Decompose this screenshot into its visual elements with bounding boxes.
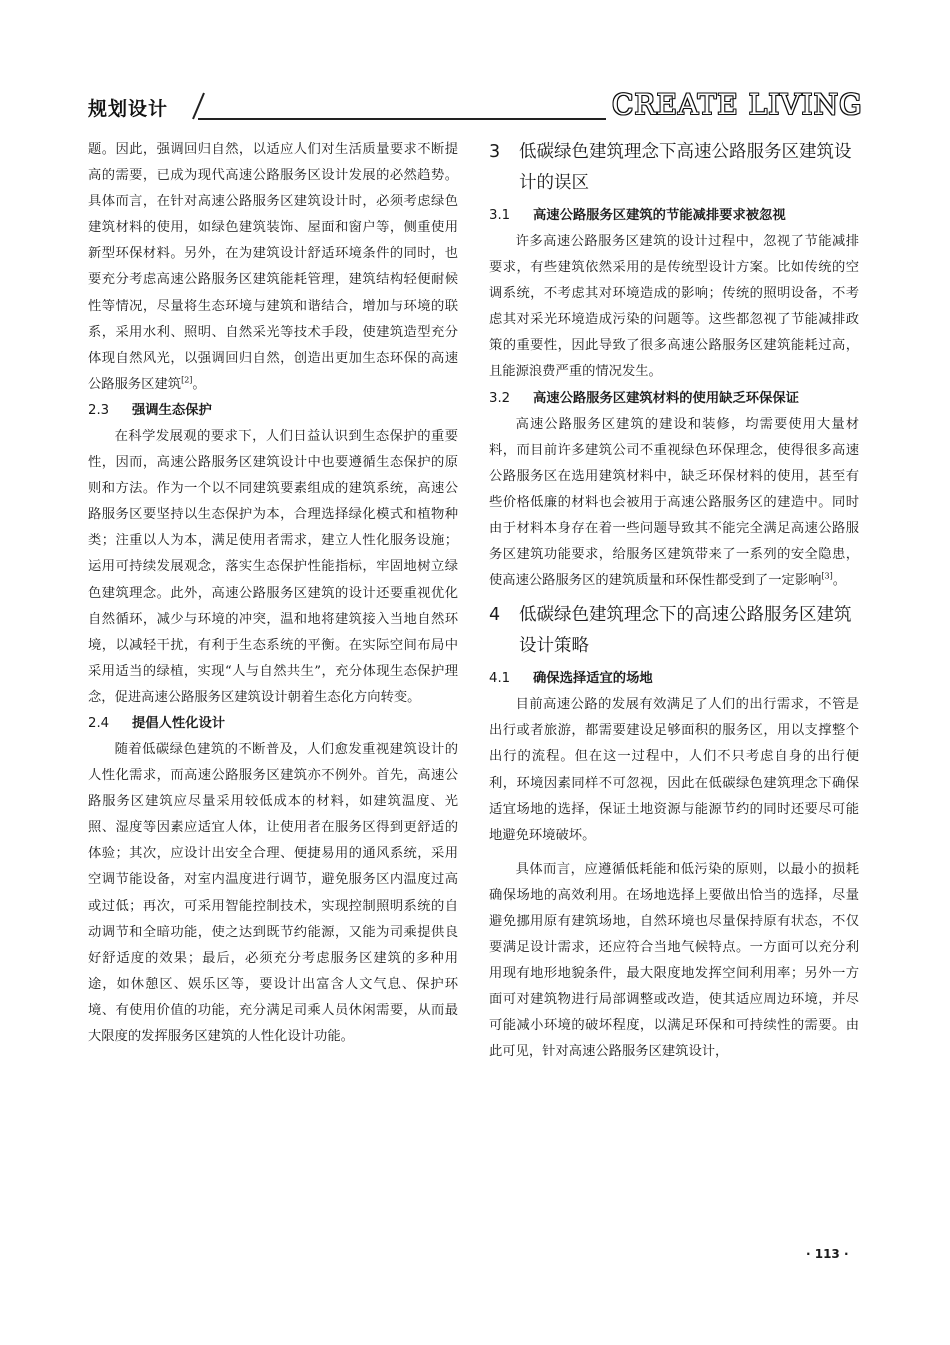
paragraph: 具体而言，应遵循低耗能和低污染的原则，以最小的损耗确保场地的高效利用。在场地选择上要做出恰当的选择，尽量避免挪用原有建筑场地，自然环境也尽量保持原有状态，不仅要满足设计需求，还应符合当地气候特点。一方面可以充分利用现有地形地貌条件，最大限度地发挥空间利用率；另外一方面可对建筑物进行局部调整或改造，使其适应周边环境，并尽可能减小环境的破坏程度，以满足环保和可持续性的需要。由此可见，针对高速公路服务区建筑设计， [489,861,859,1060]
section-number: 4.1 [489,671,511,687]
citation: [2] [181,375,193,385]
section-title: 提倡人性化设计 [132,715,226,731]
paragraph-text: 高速公路服务区建筑的建设和装修，均需要使用大量材料，而目前许多建筑公司不重视绿色环保理念，使得很多高速公路服务区在选用建筑材料中，缺乏环保材料的使用，甚至有些价格低廉的材料也会被用于高速公路服务区的建造中。同时由于材料本身存在着一些问题导致其不能完全满足高速公路服务区建筑功能要求，给服务区建筑带来了一系列的安全隐患，使高速公路服务区的建筑质量和环保性都受到了一定影响 [489,416,859,589]
paragraph: 随着低碳绿色建筑的不断普及，人们愈发重视建筑设计的人性化需求，而高速公路服务区建筑亦不例外。首先，高速公路服务区建筑应尽量采用较低成本的材料，如建筑温度、光照、湿度等因素应适宜人体，让使用者在服务区得到更舒适的体验；其次，应设计出安全合理、便捷易用的通风系统，采用空调节能设备，对室内温度进行调节，避免服务区内温度过高或过低；再次，可采用智能控制技术，实现控制照明系统的自动调节和全暗功能，使之达到既节约能源，又能为司乘提供良好舒适度的效果；最后，必须充分考虑服务区建筑的多种用途，如休憩区、娱乐区等，要设计出富含人文气息、保护环境、有使用价值的功能，充分满足司乘人员休闲需要，从而最大限度的发挥服务区建筑的人性化设计功能。 [88,741,458,1044]
paragraph: 在科学发展观的要求下，人们日益认识到生态保护的重要性，因而，高速公路服务区建筑设计中也要遵循生态保护的原则和方法。作为一个以不同建筑要素组成的建筑系统，高速公路服务区要坚持以生态保护为本，合理选择绿化模式和植物种类；注重以人为本，满足使用者需求，建立人性化服务设施；运用可持续发展观念，落实生态保护性能指标，牢固地树立绿色建筑理念。此外，高速公路服务区建筑的设计还要重视优化自然循环，减少与环境的冲突，温和地将建筑接入当地自然环境，以减轻干扰，有利于生态系统的平衡。在实际空间布局中采用适当的绿植，实现“人与自然共生”，充分体现生态保护理念，促进高速公路服务区建筑设计朝着生态化方向转变。 [88,428,458,705]
paragraph-end: 。 [832,573,847,589]
section-heading-3 [489,137,859,199]
section-number: 3.1 [489,208,511,223]
section-heading-4-1 [489,666,859,692]
section-title: 确保选择适宜的场地 [533,671,653,687]
section-number: 2.4 [88,715,110,731]
paragraph-text: 题。因此，强调回归自然，以适应人们对生活质量要求不断提高的需要，已成为现代高速公路服务区设计发展的必然趋势。具体而言，在针对高速公路服务区建筑设计时，必须考虑绿色建筑材料的使用，如绿色建筑装饰、屋面和窗户等，侧重使用新型环保材料。另外，在为建筑设计舒适环境条件的同时，也要充分考虑高速公路服务区建筑能耗管理，建筑结构轻便耐候性等情况，尽量将生态环境与建筑和谐结合，增加与环境的联系，采用水利、照明、自然采光等技术手段，使建筑造型充分体现自然风光，以强调回归自然，创造出更加生态环保的高速公路服务区建筑 [88,142,458,392]
right-column [489,137,859,1066]
section-heading-4 [489,600,859,662]
section-title: 低碳绿色建筑理念下的高速公路服务区建筑设计策略 [519,605,852,657]
section-heading-3-1 [489,203,859,229]
section-number: 4 [489,605,501,626]
page-number: · 113 · [806,1247,849,1261]
header-slash-icon [190,92,206,120]
paragraph-end: 。 [192,376,206,392]
section-number: 3 [489,142,501,162]
paragraph: 目前高速公路的发展有效满足了人们的出行需求，不管是出行或者旅游，都需要建设足够面积的服务区，用以支撑整个出行的流程。但在这一过程中，人们不只考虑自身的出行便利，环境因素同样不可忽视，因此在低碳绿色建筑理念下确保适宜场地的选择，保证土地资源与能源节约的同时还要尽可能地避免环境破坏。 [489,697,859,843]
section-heading-2-3 [88,398,458,424]
section-title: 强调生态保护 [132,402,212,418]
brand-logo: CREATE LIVING [612,88,863,121]
citation: [3] [821,571,833,581]
paragraph: 许多高速公路服务区建筑的设计过程中，忽视了节能减排要求，有些建筑依然采用的是传统型设计方案。比如传统的空调系统，不考虑其对环境造成的影响；传统的照明设备，不考虑其对采光环境造成污染的问题等。这些都忽视了节能减排政策的重要性，因此导致了很多高速公路服务区建筑能耗过高，且能源浪费严重的情况发生。 [489,234,859,380]
section-number: 2.3 [88,402,110,418]
section-title: 低碳绿色建筑理念下高速公路服务区建筑设计的误区 [519,142,852,193]
section-heading-3-2 [489,386,859,412]
section-label: 规划设计 [88,98,169,120]
section-title: 高速公路服务区建筑材料的使用缺乏环保保证 [533,390,799,406]
section-title: 高速公路服务区建筑的节能减排要求被忽视 [533,208,786,223]
paragraph [489,412,859,595]
section-heading-2-4 [88,711,458,737]
left-column [88,137,458,1050]
paragraph [88,137,458,398]
section-number: 3.2 [489,390,511,406]
header-rule [198,118,606,120]
